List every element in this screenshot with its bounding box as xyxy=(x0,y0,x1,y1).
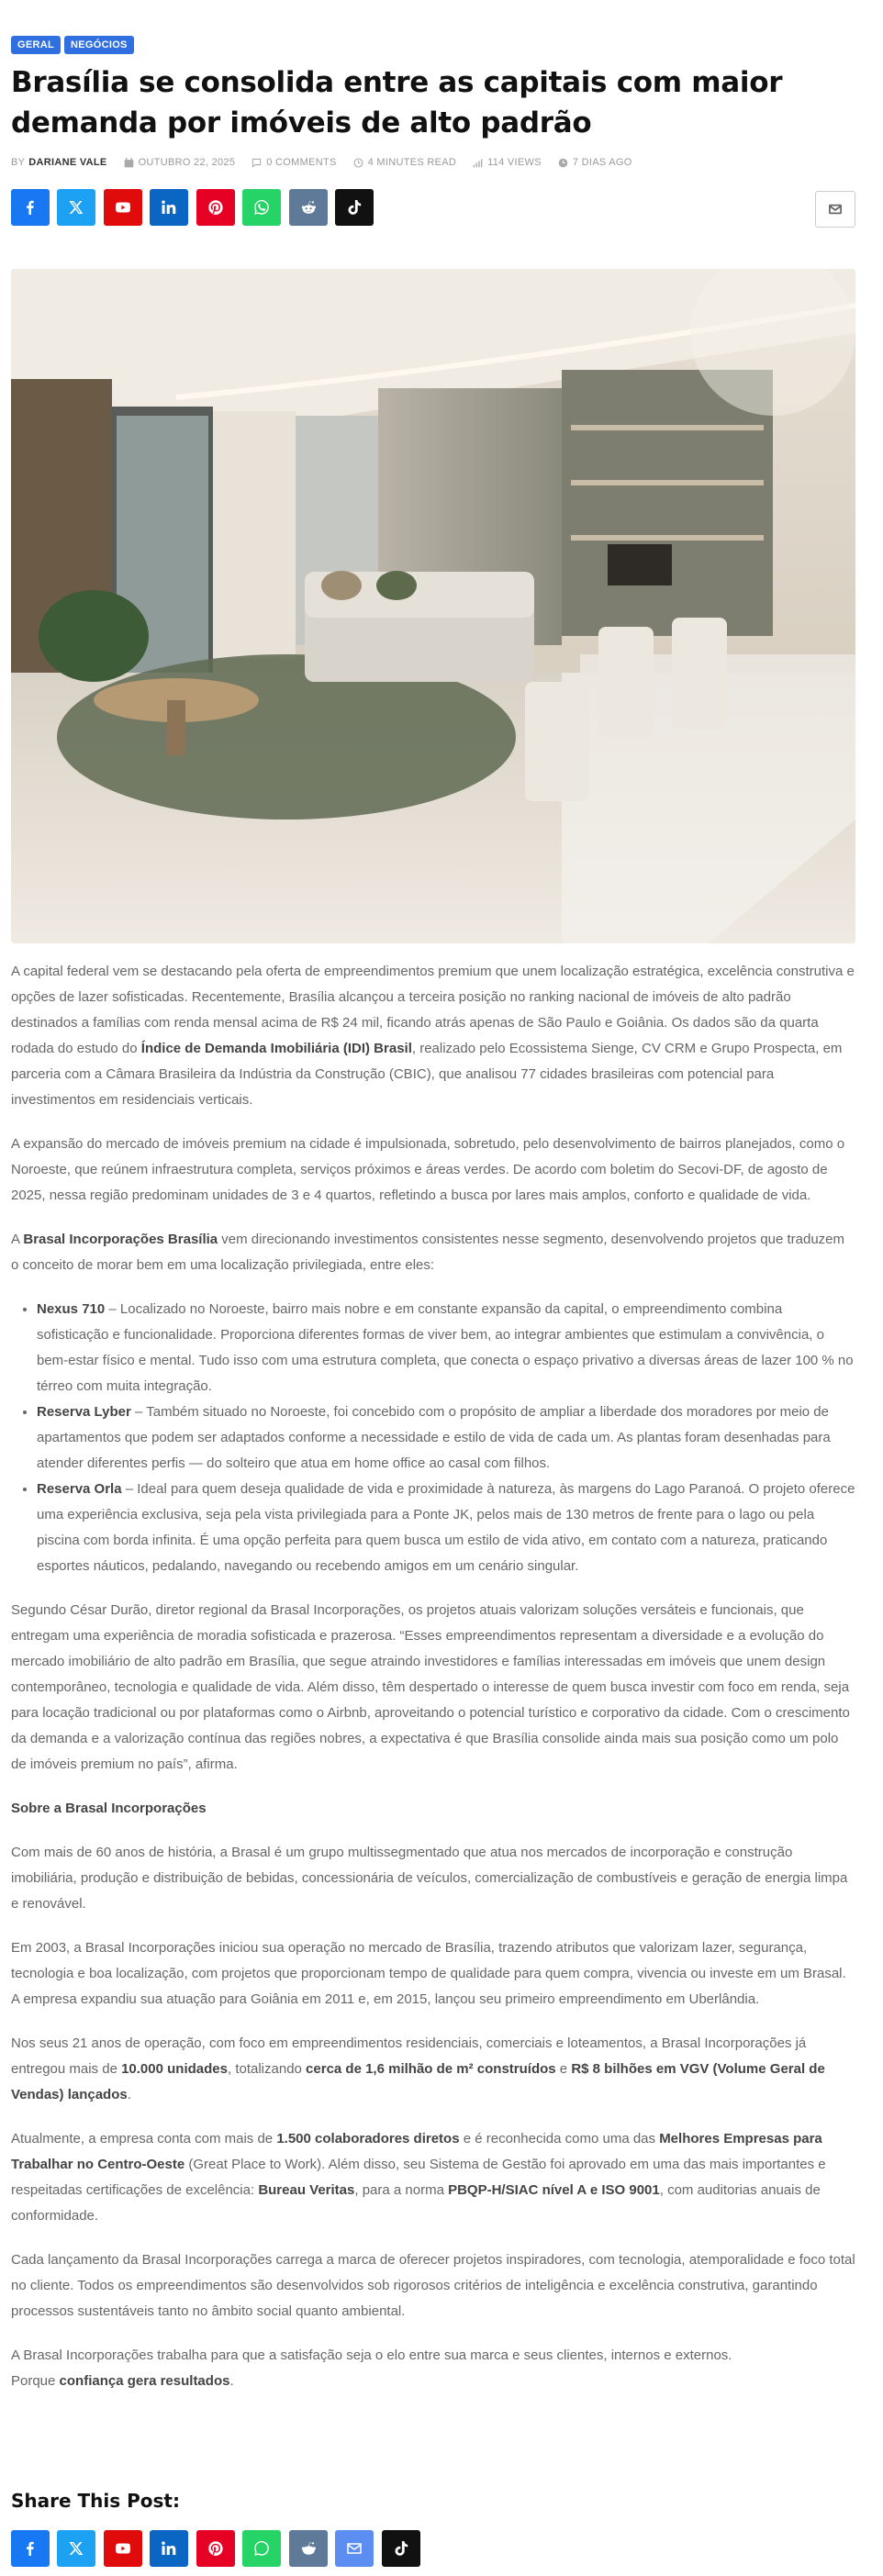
paragraph-5: Com mais de 60 anos de história, a Brasal é um grupo multissegmentado que atua nos mercados de incorporação e construção imobiliária, produção e distribuição de bebidas, concessionária de veículos, comercialização de combustíveis e geração de energia limpa e renovável. xyxy=(11,1845,848,1912)
share-pinterest-button[interactable] xyxy=(196,189,235,226)
list-item: • Reserva Lyber – Também situado no Noroeste, foi concebido com o propósito de ampliar a liberdade dos moradores por meio de apartamentos que podem ser adaptados conforme a necessidade e estilo de vida de cada um. As plantas foram desenhadas para atender diferentes perfis — do solteiro que atua em home office ao casal com filhos. xyxy=(37,1400,855,1477)
share-email-button[interactable] xyxy=(815,191,855,228)
pinterest-icon xyxy=(208,2541,223,2556)
x-twitter-icon xyxy=(69,200,84,215)
signal-bars-icon xyxy=(473,158,483,168)
read-time: 4 MINUTES READ xyxy=(367,157,457,168)
whatsapp-icon xyxy=(254,200,269,215)
ago-meta xyxy=(558,157,632,168)
pinterest-icon xyxy=(208,200,223,215)
facebook-icon xyxy=(23,200,38,215)
calendar-icon xyxy=(124,158,134,168)
youtube-icon xyxy=(116,200,130,215)
share-reddit-button[interactable] xyxy=(289,2530,328,2567)
comment-icon xyxy=(251,158,262,168)
date-meta xyxy=(124,157,236,168)
post-date: OUTUBRO 22, 2025 xyxy=(138,157,236,168)
linkedin-icon xyxy=(162,2541,176,2556)
clock-icon xyxy=(353,158,363,168)
share-email-button[interactable] xyxy=(335,2530,374,2567)
share-youtube-button[interactable] xyxy=(104,2530,142,2567)
hero-image xyxy=(11,269,855,943)
paragraph-4: Segundo César Durão, diretor regional da Brasal Incorporações, os projetos atuais valorizam soluções versáteis e funcionais, que entregam uma experiência de moradia sofisticada e prazerosa. “Esses empreendimentos representam a diversidade e a evolução do mercado imobiliário de alto padrão em Brasília, que segue atraindo investidores e famílias interessadas em imóveis que unem design contemporâneo, tecnologia e qualidade de vida. Além disso, têm despertado o interesse de quem busca investir com foco em renda, seja para locação tradicional ou por plataformas como o Airbnb, aproveitando o potencial turístico e corporativo da cidade. Com o crescimento da demanda e a valorização contínua das regiões nobres, a expectativa é que Brasília consolide ainda mais sua posição como um polo de imóveis premium no país”, afirma. xyxy=(11,1602,850,1772)
share-x-button[interactable] xyxy=(57,2530,95,2567)
share-bar-top xyxy=(11,189,855,228)
clock-filled-icon xyxy=(558,158,568,168)
share-post-heading: Share This Post: xyxy=(11,2490,180,2512)
youtube-icon xyxy=(116,2541,130,2556)
paragraph-8: Atualmente, a empresa conta com mais de 1.500 colaboradores diretos e é reconhecida como uma das Melhores Empresas para Trabalhar no Centro-Oeste (Great Place to Work). Além disso, seu Sistema de Gestão foi aprovado em uma das mais importantes e respeitadas certificações de excelência: Bureau Veritas, para a norma PBQP-H/SIAC nível A e ISO 9001, com auditorias anuais de conformidade. xyxy=(11,2131,826,2224)
views-count: 114 VIEWS xyxy=(487,157,542,168)
paragraph-6: Em 2003, a Brasal Incorporações iniciou sua operação no mercado de Brasília, trazendo atributos que valorizam lazer, segurança, tecnologia e boa localização, com projetos que proporcionam tempo de qualidade para quem compra, vivencia ou investe em um Brasal. A empresa expandiu sua atuação para Goiânia em 2011 e, em 2015, lançou seu primeiro empreendimento em Uberlândia. xyxy=(11,1940,846,2007)
category-tag-negocios[interactable]: NEGÓCIOS xyxy=(64,36,134,54)
post-meta xyxy=(11,157,649,168)
paragraph-3: A Brasal Incorporações Brasília vem direcionando investimentos consistentes nesse segmento, desenvolvendo projetos que traduzem o conceito de morar bem em uma localização privilegiada, entre eles: xyxy=(11,1232,845,1273)
share-tiktok-button[interactable] xyxy=(335,189,374,226)
paragraph-10: A Brasal Incorporações trabalha para que a satisfação seja o elo entre sua marca e seus clientes, internos e externos. Porque confiança gera resultados. xyxy=(11,2347,732,2389)
list-item: • Nexus 710 – Localizado no Noroeste, bairro mais nobre e em constante expansão da capital, o empreendimento combina sofisticação e funcionalidade. Proporciona diferentes formas de viver bem, ao integrar ambientes que estimulam a convivência, o bem-estar físico e mental. Tudo isso com uma estrutura completa, que conecta o espaço privativo a diversas áreas de lazer 100 % no térreo com muita integração. xyxy=(37,1297,855,1400)
paragraph-1: A capital federal vem se destacando pela oferta de empreendimentos premium que unem localização estratégica, excelência construtiva e opções de lazer sofisticadas. Recentemente, Brasília alcançou a terceira posição no ranking nacional de imóveis de alto padrão destinados a famílias com renda mensal acima de R$ 24 mil, ficando atrás apenas de São Paulo e Goiânia. Os dados são da quarta rodada do estudo do Índice de Demanda Imobiliária (IDI) Brasil, realizado pelo Ecossistema Sienge, CV CRM e Grupo Prospecta, em parceria com a Câmara Brasileira da Indústria da Construção (CBIC), que analisou 77 cidades brasileiras com potencial para investimentos em residenciais verticais. xyxy=(11,964,855,1108)
share-facebook-button[interactable] xyxy=(11,189,50,226)
x-twitter-icon xyxy=(69,2541,84,2556)
paragraph-9: Cada lançamento da Brasal Incorporações carrega a marca de oferecer projetos inspiradores, com tecnologia, atemporalidade e foco total no cliente. Todos os empreendimentos são desenvolvidos sob rigorosos critérios de inteligência e excelência construtiva, garantindo processos sustentáveis tanto no âmbito social quanto ambiental. xyxy=(11,2252,855,2319)
share-youtube-button[interactable] xyxy=(104,189,142,226)
comments-meta xyxy=(251,157,336,168)
category-tags xyxy=(11,36,134,54)
views-meta xyxy=(473,157,542,168)
share-reddit-button[interactable] xyxy=(289,189,328,226)
envelope-icon xyxy=(347,2541,362,2556)
whatsapp-icon xyxy=(254,2541,269,2556)
author-meta xyxy=(11,157,107,168)
share-bar-bottom xyxy=(11,2530,424,2567)
share-linkedin-button[interactable] xyxy=(150,189,188,226)
section-heading-sobre: Sobre a Brasal Incorporações xyxy=(11,1801,207,1816)
share-pinterest-button[interactable] xyxy=(196,2530,235,2567)
article-body xyxy=(11,959,855,2413)
share-tiktok-button[interactable] xyxy=(382,2530,420,2567)
share-linkedin-button[interactable] xyxy=(150,2530,188,2567)
paragraph-7: Nos seus 21 anos de operação, com foco em empreendimentos residenciais, comerciais e loteamentos, a Brasal Incorporações já entregou mais de 10.000 unidades, totalizando cerca de 1,6 milhão de m² construídos e R$ 8 bilhões em VGV (Volume Geral de Vendas) lançados. xyxy=(11,2035,825,2102)
comments-link[interactable]: 0 COMMENTS xyxy=(266,157,337,168)
list-item: • Reserva Orla – Ideal para quem deseja qualidade de vida e proximidade à natureza, às margens do Lago Paranoá. O projeto oferece uma experiência exclusiva, seja pela vista privilegiada para a Ponte JK, pelos mais de 130 metros de frente para o lago ou pela piscina com borda infinita. É uma opção perfeita para quem busca um estilo de vida ativo, em contato com a natureza, praticando esportes náuticos, pedalando, navegando ou recebendo amigos em um cenário singular. xyxy=(37,1477,855,1579)
category-tag-geral[interactable]: GERAL xyxy=(11,36,61,54)
read-time-meta xyxy=(353,157,457,168)
tiktok-icon xyxy=(394,2541,408,2556)
linkedin-icon xyxy=(162,200,176,215)
by-label: BY xyxy=(11,157,26,168)
share-whatsapp-button[interactable] xyxy=(242,189,281,226)
projects-list xyxy=(11,1297,855,1579)
facebook-icon xyxy=(23,2541,38,2556)
article-title: Brasília se consolida entre as capitais com maior demanda por imóveis de alto padrão xyxy=(11,66,783,139)
time-ago: 7 DIAS AGO xyxy=(572,157,632,168)
author-link[interactable]: DARIANE VALE xyxy=(28,157,107,168)
paragraph-2: A expansão do mercado de imóveis premium na cidade é impulsionada, sobretudo, pelo desenvolvimento de bairros planejados, como o Noroeste, que reúnem infraestrutura completa, serviços próximos e áreas verdes. De acordo com boletim do Secovi-DF, de agosto de 2025, nessa região predominam unidades de 3 e 4 quartos, refletindo a busca por lares mais amplos, conforto e qualidade de vida. xyxy=(11,1136,845,1203)
envelope-icon xyxy=(829,203,842,216)
living-room-photo xyxy=(11,269,855,943)
share-x-button[interactable] xyxy=(57,189,95,226)
reddit-icon xyxy=(301,2541,316,2556)
reddit-icon xyxy=(301,200,316,215)
tiktok-icon xyxy=(347,200,362,215)
share-facebook-button[interactable] xyxy=(11,2530,50,2567)
share-whatsapp-button[interactable] xyxy=(242,2530,281,2567)
